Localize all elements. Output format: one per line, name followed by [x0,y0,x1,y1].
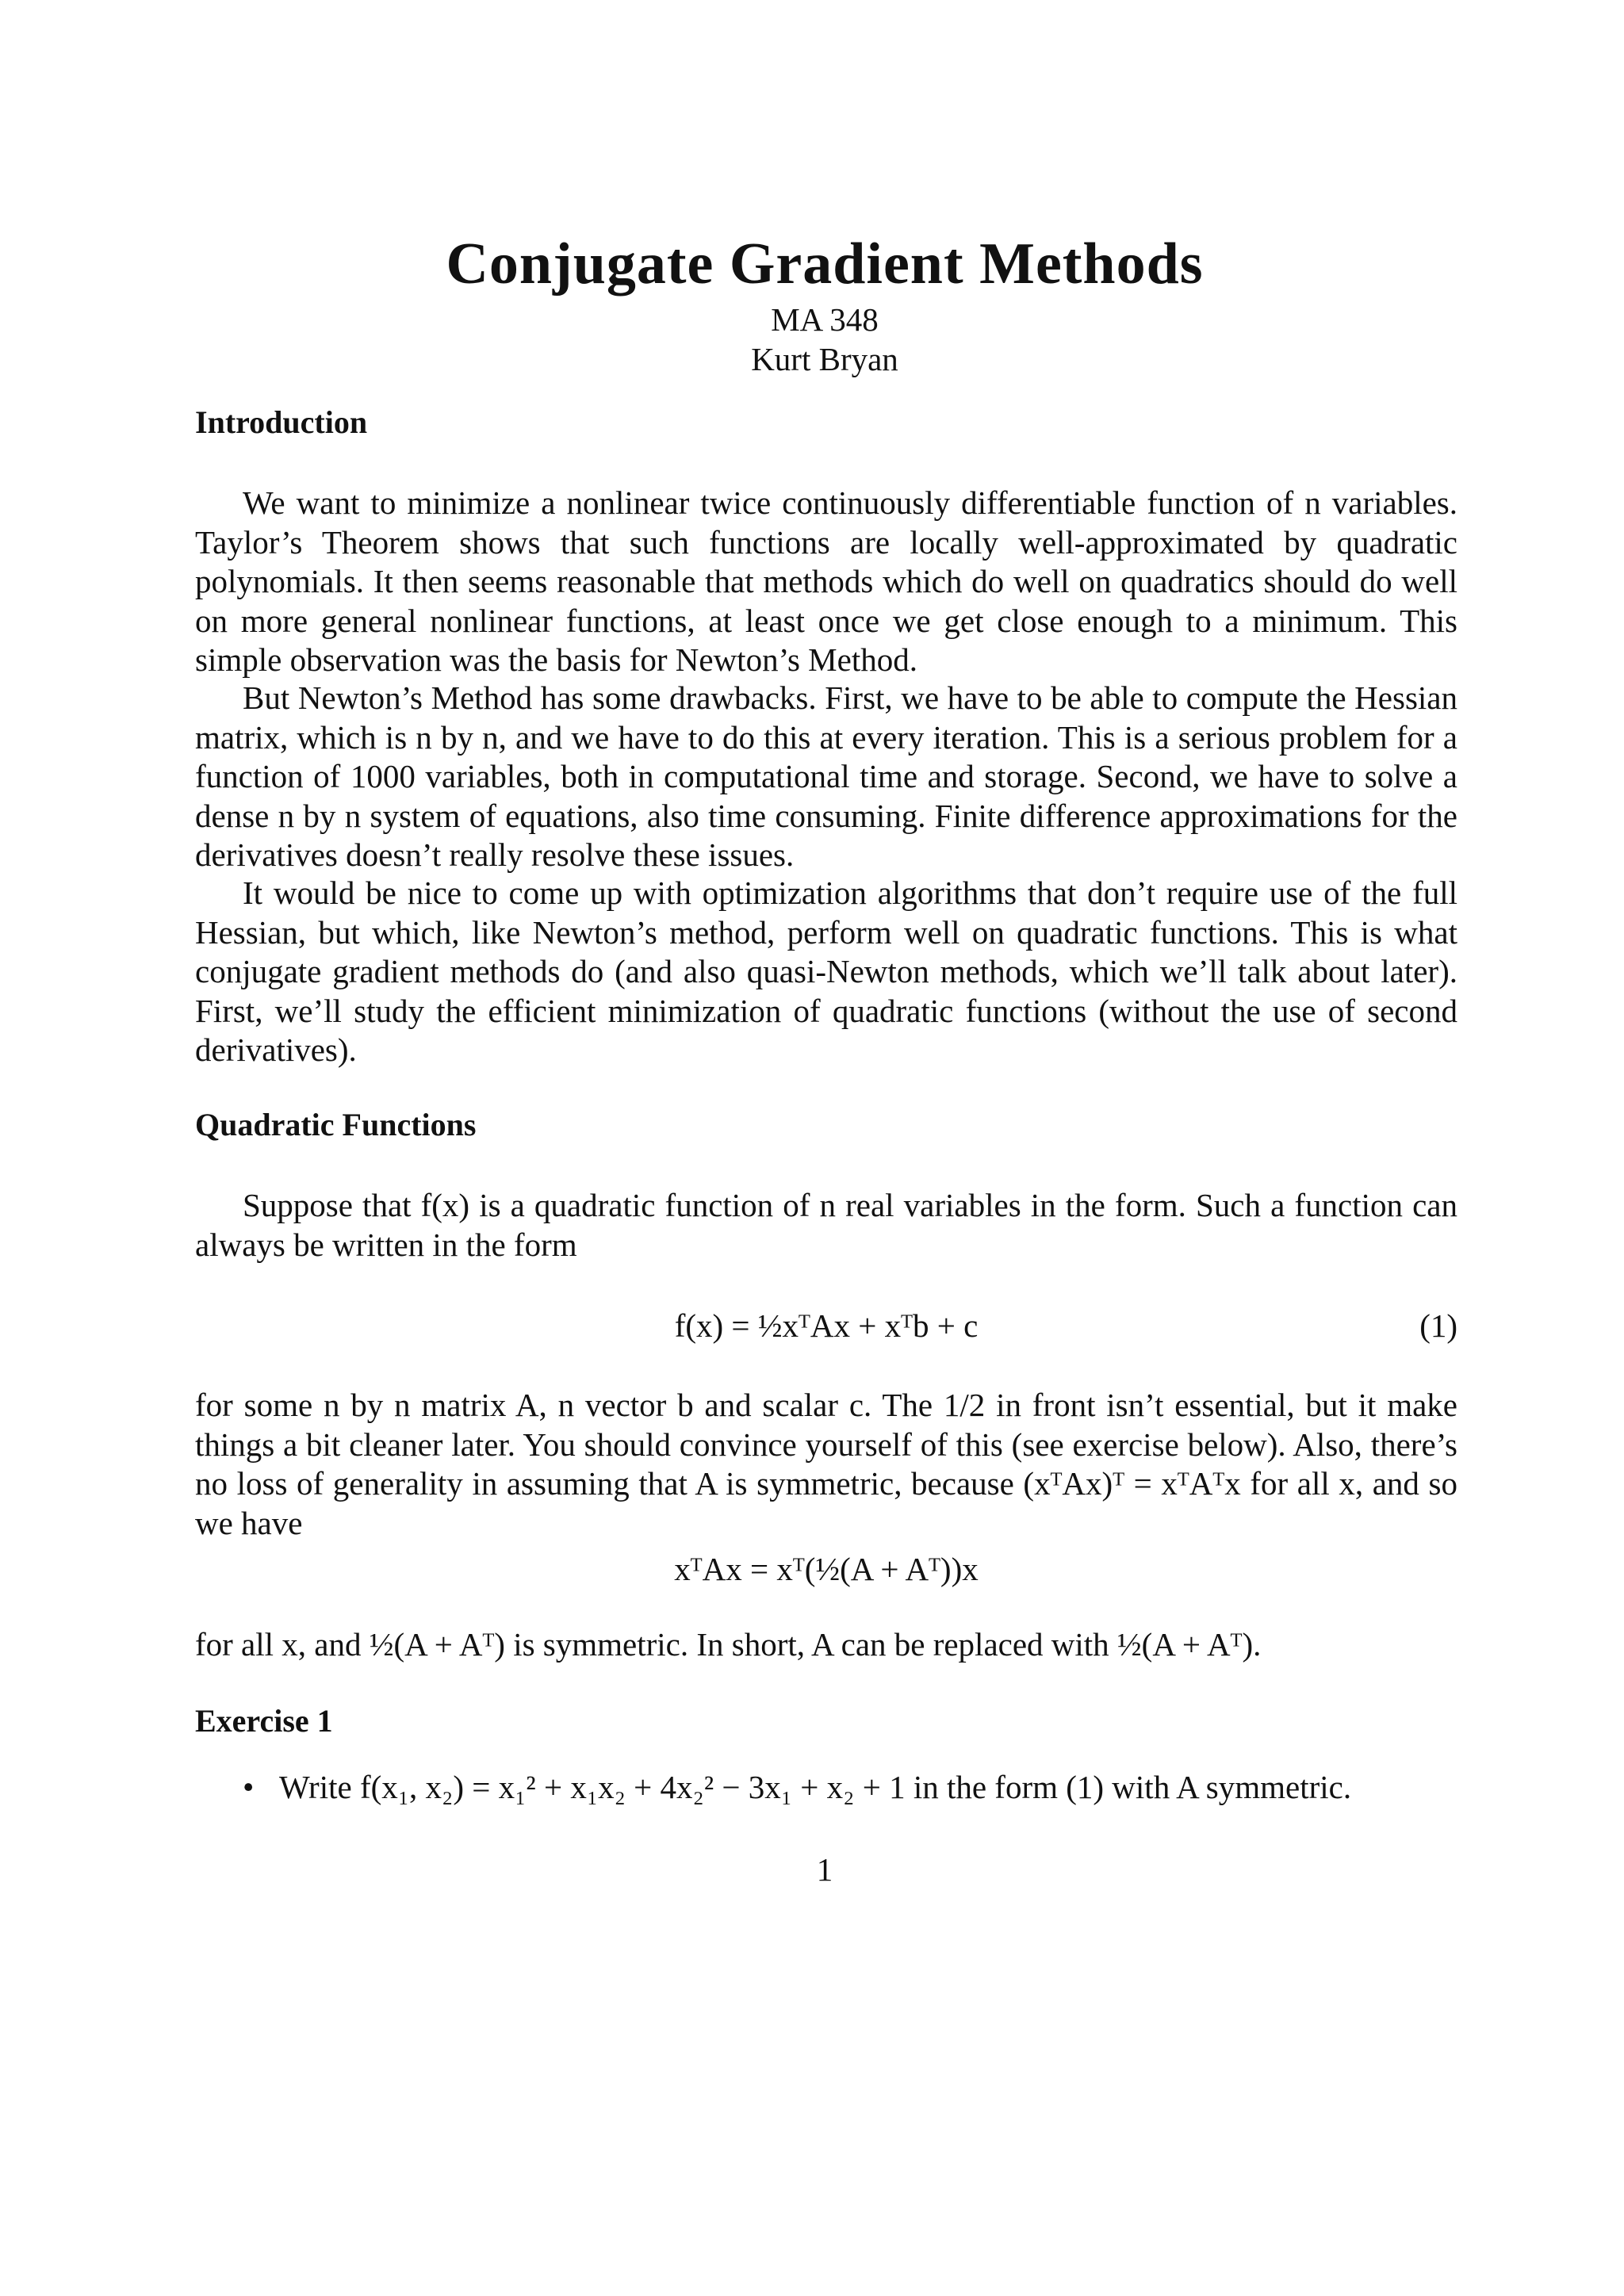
equation-1-number: (1) [1419,1307,1457,1344]
intro-paragraph-3: It would be nice to come up with optimization algorithms that don’t require use of the full Hessian, but which, like Newton’s method, perform well on quadratic functions. This is what conjugate gradient methods do (and also quasi-Newton methods, which we’ll talk about later). First, we’ll study the efficient minimization of quadratic functions (without the use of second derivatives). [195,874,1457,1068]
exercise-bullet-text: Write f(x₁, x₂) = x₁² + x₁x₂ + 4x₂² − 3x₁ + x₂ + 1 in the form (1) with A symmetric. [279,1769,1352,1805]
section-heading-quadratic: Quadratic Functions [195,1107,477,1142]
page-number: 1 [816,1851,833,1888]
title-block [0,228,1624,379]
quadratic-paragraph-2: for some n by n matrix A, n vector b and scalar c. The 1/2 in front isn’t essential, but it make things a bit cleaner later. You should convince yourself of this (see exercise below). Also, there’s no loss of generality in assuming that A is symmetric, because (xᵀAx)ᵀ = xᵀAᵀx for all x, and so we have [195,1387,1457,1541]
quadratic-paragraph-3: for all x, and ½(A + Aᵀ) is symmetric. In short, A can be replaced with ½(A + Aᵀ). [195,1626,1262,1663]
page-title: Conjugate Gradient Methods [446,232,1204,297]
intro-paragraph-2: But Newton’s Method has some drawbacks. First, we have to be able to compute the Hessian matrix, which is n by n, and we have to do this at every iteration. This is a serious problem for a function of 1000 variables, both in computational time and storage. Second, we have to solve a dense n by n system of equations, also time consuming. Finite difference approximations for the derivatives doesn’t really resolve these issues. [195,679,1457,873]
quadratic-paragraph-1: Suppose that f(x) is a quadratic function of n real variables in the form. Such a function can always be written in the form [195,1187,1457,1263]
author-name: Kurt Bryan [751,341,898,377]
intro-paragraph-1: We want to minimize a nonlinear twice continuously differentiable function of n variables. Taylor’s Theorem shows that such functions are locally well-approximated by quadratic polynomials. It then seems reasonable that methods which do well on quadratics should do well on more general nonlinear functions, at least once we get close enough to a minimum. This simple observation was the basis for Newton’s Method. [195,484,1457,678]
section-heading-introduction: Introduction [195,404,368,440]
course-code: MA 348 [771,301,879,338]
section-heading-exercise: Exercise 1 [195,1703,333,1739]
equation-2: xᵀAx = xᵀ(½(A + Aᵀ))x [674,1551,979,1587]
equation-1: f(x) = ½xᵀAx + xᵀb + c [674,1307,979,1344]
exercise-bullet [243,1768,1457,1808]
bullet-dot-icon: • [243,1769,255,1805]
